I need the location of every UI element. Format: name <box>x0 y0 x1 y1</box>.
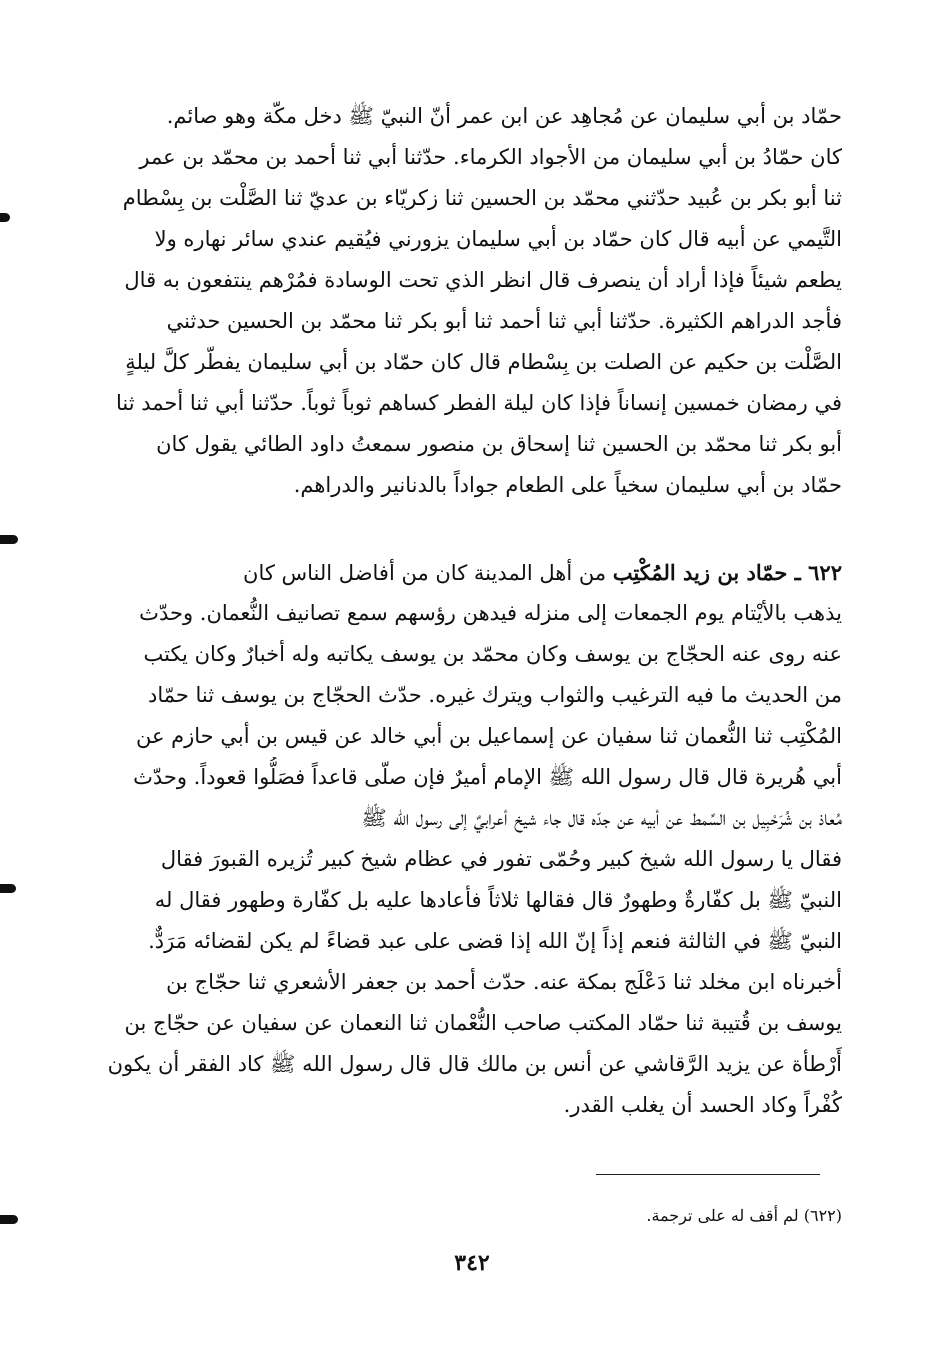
paragraph-hammad-ibn-abi-sulayman <box>82 96 842 506</box>
binding-mark <box>0 884 16 893</box>
entry-line: عنه روى عنه الحجّاج بن يوسف وكان محمّد بن يوسف يكاتبه وله أخبارٌ وكان يكتب <box>143 642 842 666</box>
paragraph-line: حمّاد بن أبي سليمان عن مُجاهِد عن ابن عمر أنّ النبيّ ﷺ دخل مكّة وهو صائم. <box>166 104 842 128</box>
paragraph-line: حمّاد بن أبي سليمان سخياً على الطعام جواداً بالدنانير والدراهم. <box>293 473 842 497</box>
paragraph-line: الصَّلْت بن حكيم عن الصلت بن بِسْطام قال كان حمّاد بن أبي سليمان يفطّر كلَّ ليلةٍ <box>125 350 842 374</box>
page-number: ٣٤٢ <box>454 1250 490 1276</box>
entry-line: أبي هُريرة قال قال رسول الله ﷺ الإمام أميرٌ فإن صلّى قاعداً فصَلُّوا قعوداً. وحدّث <box>133 765 842 789</box>
entry-line: مُعاذ بن شُرَحْبِيل بن السِّمط عن أبيه عن جدّه قال جاء شيخ أعرابيٌ إلى رسول الله ﷺ <box>361 806 842 830</box>
paragraph-line: في رمضان خمسين إنساناً فإذا كان ليلة الفطر كساهم ثوباً ثوباً. حدّثنا أبي ثنا أحمد ثنا <box>115 391 842 415</box>
entry-622-hammad-ibn-zayd <box>82 552 842 1126</box>
paragraph-line: فأجد الدراهم الكثيرة. حدّثنا أبي ثنا أحمد ثنا أبو بكر ثنا محمّد بن الحسين حدثني <box>166 309 842 333</box>
footnote: (٦٢٢) لم أقف له على ترجمة. <box>646 1206 842 1225</box>
footnote-divider <box>596 1174 820 1175</box>
entry-line: يوسف بن قُتيبة ثنا حمّاد المكتب صاحب النُّعْمان ثنا النعمان عن سفيان عن حجّاج بن <box>124 1011 842 1035</box>
entry-line: كُفْراً وكاد الحسد أن يغلب القدر. <box>563 1093 842 1117</box>
paragraph-line: التَّيمي عن أبيه قال كان حمّاد بن أبي سليمان يزورني فيُقيم عندي سائر نهاره ولا <box>154 227 842 251</box>
entry-heading: ٦٢٢ ـ حمّاد بن زيد المُكْتِب <box>612 560 842 585</box>
entry-line: النبيّ ﷺ بل كفّارةٌ وطهورٌ قال فقالها ثلاثاً فأعادها عليه بل كفّارة وطهور فقال له <box>154 888 842 912</box>
entry-first-line-rest: من أهل المدينة كان من أفاضل الناس كان <box>243 561 613 585</box>
paragraph-line: كان حمّادُ بن أبي سليمان من الأجواد الكرماء. حدّثنا أبي ثنا أحمد بن محمّد بن عمر <box>139 145 842 169</box>
binding-mark <box>0 213 10 222</box>
paragraph-line: ثنا أبو بكر بن عُبيد حدّثني محمّد بن الحسين ثنا زكريّاء بن عديّ ثنا الصَّلْت بن بِسْطام <box>122 186 842 210</box>
paragraph-line: أبو بكر ثنا محمّد بن الحسين ثنا إسحاق بن منصور سمعتُ داود الطائي يقول كان <box>156 432 842 456</box>
entry-line: من الحديث ما فيه الترغيب والثواب ويترك غيره. حدّث الحجّاج بن يوسف ثنا حمّاد <box>147 683 842 707</box>
paragraph-line: يطعم شيئاً فإذا أراد أن ينصرف قال انظر الذي تحت الوسادة فمُرْهم ينتفعون به قال <box>124 268 842 292</box>
entry-line: فقال يا رسول الله شيخ كبير وحُمّى تفور في عظام شيخ كبير تُزيره القبورَ فقال <box>160 847 842 871</box>
entry-line: أَرْطأة عن يزيد الرَّقاشي عن أنس بن مالك قال قال رسول الله ﷺ كاد الفقر أن يكون <box>107 1052 842 1076</box>
entry-line: يذهب بالأيْتام يوم الجمعات إلى منزله فيدهن رؤسهم سمع تصانيف النُّعمان. وحدّث <box>139 601 842 625</box>
entry-line: النبيّ ﷺ في الثالثة فنعم إذاً إنّ الله إذا قضى على عبد قضاءً لم يكن لقضائه مَرَدٌّ. <box>148 929 842 953</box>
binding-mark <box>0 535 18 544</box>
entry-first-line <box>82 552 842 593</box>
entry-line: أخبرناه ابن مخلد ثنا دَعْلَج بمكة عنه. حدّث أحمد بن جعفر الأشعري ثنا حجّاج بن <box>166 970 842 994</box>
entry-line: المُكْتِب ثنا النُّعمان ثنا سفيان عن إسماعيل بن أبي خالد عن قيس بن أبي حازم عن <box>135 724 842 748</box>
binding-mark <box>0 1215 18 1224</box>
